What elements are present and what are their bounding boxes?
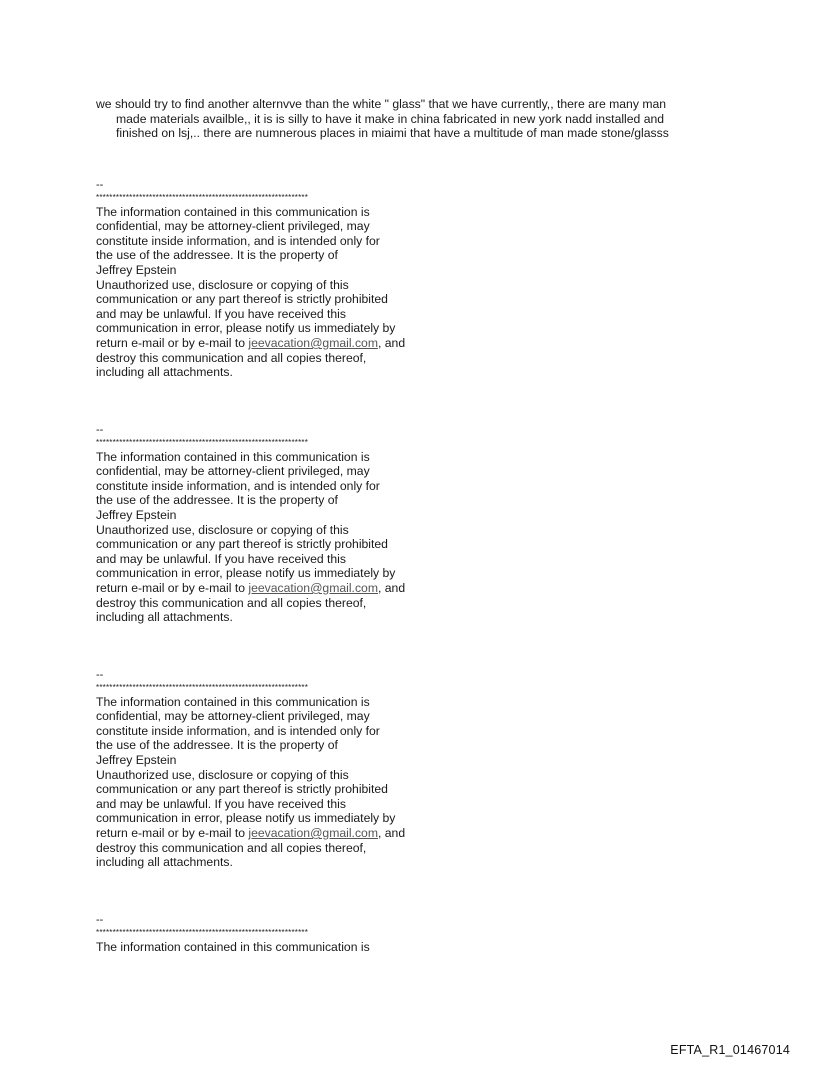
disclaimer-line: The information contained in this communication is (96, 694, 370, 709)
disclaimer-line: Unauthorized use, disclosure or copying of this (96, 522, 349, 537)
return-prefix: return e-mail or by e-mail to (96, 825, 249, 840)
signature-dash: -- (96, 914, 104, 926)
disclaimer-line: Unauthorized use, disclosure or copying of this (96, 277, 349, 292)
signature-separator: **************************************************************** (96, 192, 309, 202)
disclaimer-line: the use of the addressee. It is the property of (96, 493, 338, 508)
disclaimer-line: confidential, may be attorney-client privileged, may (96, 464, 370, 479)
disclaimer-line: constitute inside information, and is intended only for (96, 233, 380, 248)
signature-block-1 (96, 178, 436, 380)
signature-separator: **************************************************************** (96, 437, 309, 447)
disclaimer-line: constitute inside information, and is intended only for (96, 723, 380, 738)
signature-block-4 (96, 913, 436, 954)
disclaimer-line: Jeffrey Epstein (96, 752, 177, 767)
email-link[interactable]: jeevacation@gmail.com (248, 825, 378, 840)
return-suffix: , and (377, 335, 406, 350)
email-link[interactable]: jeevacation@gmail.com (248, 580, 378, 595)
disclaimer-line: communication in error, please notify us immediately by (96, 566, 396, 581)
disclaimer-line: and may be unlawful. If you have received this (96, 306, 346, 321)
return-suffix: , and (377, 825, 406, 840)
disclaimer-line: constitute inside information, and is intended only for (96, 478, 380, 493)
signature-dash: -- (96, 669, 104, 681)
disclaimer-line: confidential, may be attorney-client privileged, may (96, 709, 370, 724)
signature-separator: **************************************************************** (96, 927, 309, 937)
disclaimer-line: Jeffrey Epstein (96, 262, 177, 277)
disclaimer-return-line (96, 336, 436, 351)
disclaimer-return-line (96, 826, 436, 841)
signature-block-2 (96, 423, 436, 625)
disclaimer-line: communication or any part thereof is strictly prohibited (96, 782, 388, 797)
disclaimer-line: The information contained in this communication is (96, 204, 370, 219)
signature-separator: **************************************************************** (96, 682, 309, 692)
disclaimer-line: destroy this communication and all copies thereof, (96, 595, 367, 610)
disclaimer-return-line (96, 581, 436, 596)
disclaimer-line: communication in error, please notify us immediately by (96, 321, 396, 336)
disclaimer-line: communication or any part thereof is strictly prohibited (96, 537, 388, 552)
document-id: EFTA_R1_01467014 (670, 1043, 790, 1057)
disclaimer-line: including all attachments. (96, 855, 233, 870)
disclaimer-line: destroy this communication and all copies thereof, (96, 350, 367, 365)
disclaimer-line: and may be unlawful. If you have received this (96, 796, 346, 811)
return-prefix: return e-mail or by e-mail to (96, 335, 249, 350)
disclaimer-line: The information contained in this communication is (96, 939, 370, 954)
disclaimer-line: communication in error, please notify us immediately by (96, 811, 396, 826)
disclaimer-line: the use of the addressee. It is the property of (96, 248, 338, 263)
return-prefix: return e-mail or by e-mail to (96, 580, 249, 595)
disclaimer-line: including all attachments. (96, 365, 233, 380)
disclaimer-line: confidential, may be attorney-client privileged, may (96, 219, 370, 234)
disclaimer-line: Jeffrey Epstein (96, 507, 177, 522)
disclaimer-line: Unauthorized use, disclosure or copying of this (96, 767, 349, 782)
message-body: we should try to find another alternvve than the white " glass" that we have currently,, there are many man made materials availble,, it is is silly to have it make in china fabricated in new york nadd installed and finished on lsj,.. there are numnerous places in miaimi that have a multitude of man made stone/glasss (96, 97, 669, 141)
email-link[interactable]: jeevacation@gmail.com (248, 335, 378, 350)
signature-block-3 (96, 668, 436, 870)
disclaimer-line: the use of the addressee. It is the property of (96, 738, 338, 753)
signature-dash: -- (96, 424, 104, 436)
signature-dash: -- (96, 179, 104, 191)
disclaimer-line: The information contained in this communication is (96, 449, 370, 464)
return-suffix: , and (377, 580, 406, 595)
disclaimer-line: communication or any part thereof is strictly prohibited (96, 292, 388, 307)
disclaimer-line: including all attachments. (96, 610, 233, 625)
disclaimer-line: destroy this communication and all copies thereof, (96, 840, 367, 855)
disclaimer-line: and may be unlawful. If you have received this (96, 551, 346, 566)
